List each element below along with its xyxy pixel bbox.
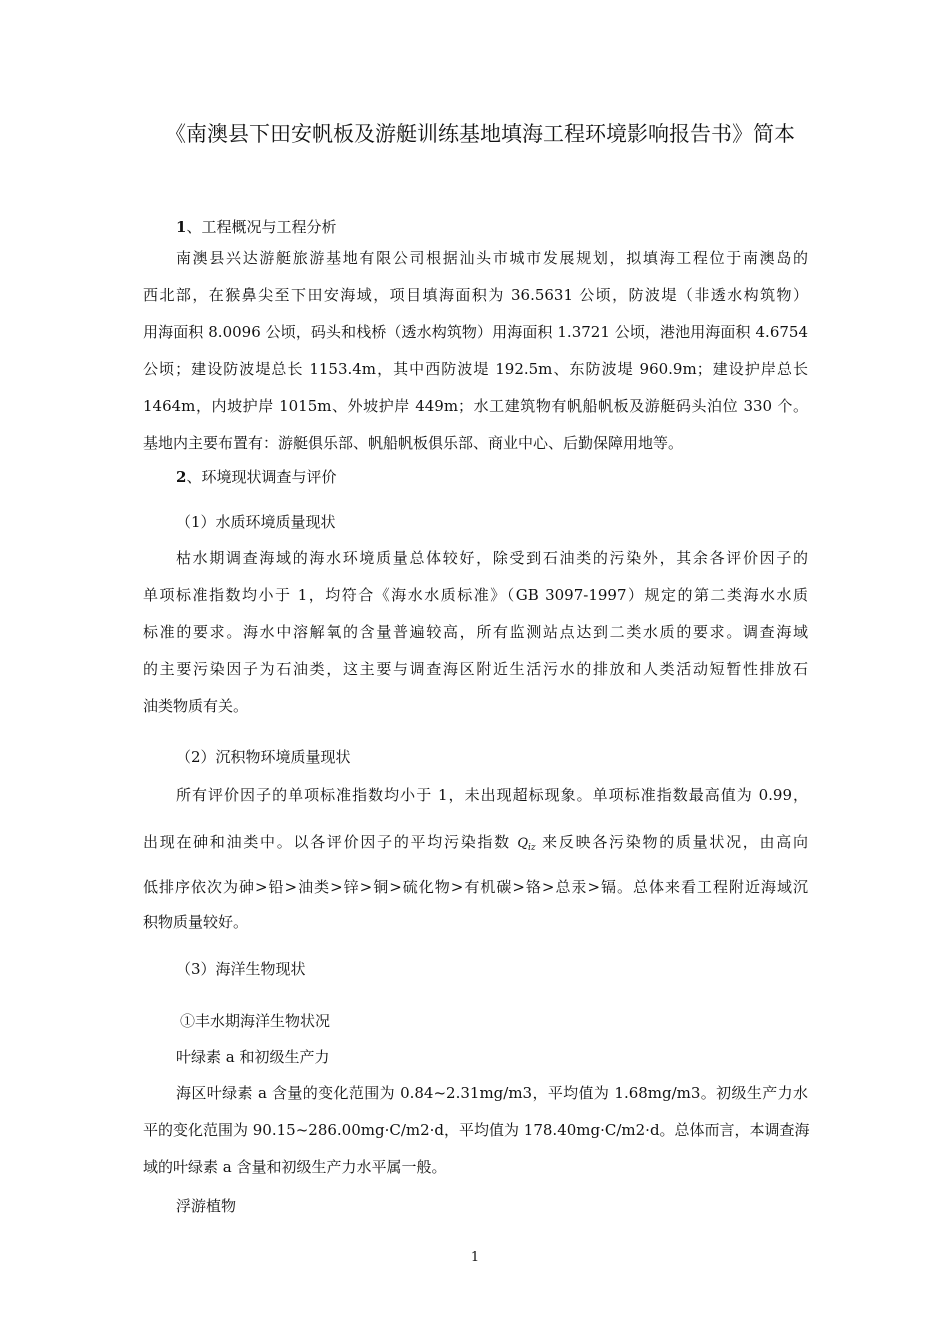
chlorophyll-heading: 叶绿素 a 和初级生产力: [176, 1048, 330, 1066]
text-line: 油类物质有关。: [143, 697, 249, 715]
section-2-heading: [176, 466, 336, 488]
text-line: 公顷；建设防波堤总长 1153.4m，其中西防波堤 192.5m、东防波堤 960.9m；建设护岸总长: [143, 360, 808, 378]
text-line: 低排序依次为砷>铅>油类>锌>铜>硫化物>有机碳>铬>总汞>镉。总体来看工程附近海域沉: [143, 878, 808, 896]
subsection-marine-biology-heading: （3）海洋生物现状: [176, 960, 306, 978]
text-line: 西北部，在猴鼻尖至下田安海域，项目填海面积为 36.5631 公顷，防波堤（非透水构筑物）: [143, 286, 808, 304]
section-2-number: 2: [176, 468, 187, 486]
text-segment: 出现在砷和油类中。以各评价因子的平均污染指数: [143, 833, 511, 851]
text-line: 平的变化范围为 90.15~286.00mg·C/m2·d，平均值为 178.40mg·C/m2·d。总体而言，本调查海: [143, 1121, 810, 1139]
text-line: 域的叶绿素 a 含量和初级生产力水平属一般。: [143, 1158, 447, 1176]
pollution-index-symbol: $Q_{iz}$: [517, 836, 536, 853]
text-segment: 来反映各污染物的质量状况，由高向: [542, 833, 808, 851]
text-line: 所有评价因子的单项标准指数均小于 1，未出现超标现象。单项标准指数最高值为 0.99，: [176, 786, 808, 804]
text-line: 积物质量较好。: [143, 913, 249, 931]
text-line: 基地内主要布置有：游艇俱乐部、帆船帆板俱乐部、商业中心、后勤保障用地等。: [143, 434, 684, 452]
section-1-heading: [176, 216, 336, 238]
subsection-water-quality-heading: （1）水质环境质量现状: [176, 513, 336, 531]
text-line: 标准的要求。海水中溶解氧的含量普遍较高，所有监测站点达到二类水质的要求。调查海域: [143, 623, 808, 641]
text-line-with-symbol: [143, 831, 808, 859]
section-1-title: 、工程概况与工程分析: [186, 218, 337, 236]
text-line: 1464m，内坡护岸 1015m、外坡护岸 449m；水工建筑物有帆船帆板及游艇码头泊位 330 个。: [143, 397, 808, 415]
page-number: 1: [470, 1250, 480, 1265]
text-line: 单项标准指数均小于 1，均符合《海水水质标准》（GB 3097-1997）规定的第二类海水水质: [143, 586, 808, 604]
document-title: 《南澳县下田安帆板及游艇训练基地填海工程环境影响报告书》简本: [165, 122, 795, 146]
section-2-title: 、环境现状调查与评价: [186, 468, 337, 486]
text-line: 枯水期调查海域的海水环境质量总体较好，除受到石油类的污染外，其余各评价因子的: [176, 549, 808, 567]
subsection-sediment-heading: （2）沉积物环境质量现状: [176, 748, 351, 766]
text-line: 用海面积 8.0096 公顷，码头和栈桥（透水构筑物）用海面积 1.3721 公顷，港池用海面积 4.6754: [143, 323, 808, 341]
text-line: 的主要污染因子为石油类，这主要与调查海区附近生活污水的排放和人类活动短暂性排放石: [143, 660, 808, 678]
phytoplankton-heading: 浮游植物: [176, 1197, 237, 1215]
wet-season-heading: ①丰水期海洋生物状况: [180, 1012, 331, 1030]
text-line: 海区叶绿素 a 含量的变化范围为 0.84~2.31mg/m3，平均值为 1.68mg/m3。初级生产力水: [176, 1084, 808, 1102]
text-line: 南澳县兴达游艇旅游基地有限公司根据汕头市城市发展规划，拟填海工程位于南澳岛的: [176, 249, 808, 267]
section-1-number: 1: [176, 218, 187, 236]
